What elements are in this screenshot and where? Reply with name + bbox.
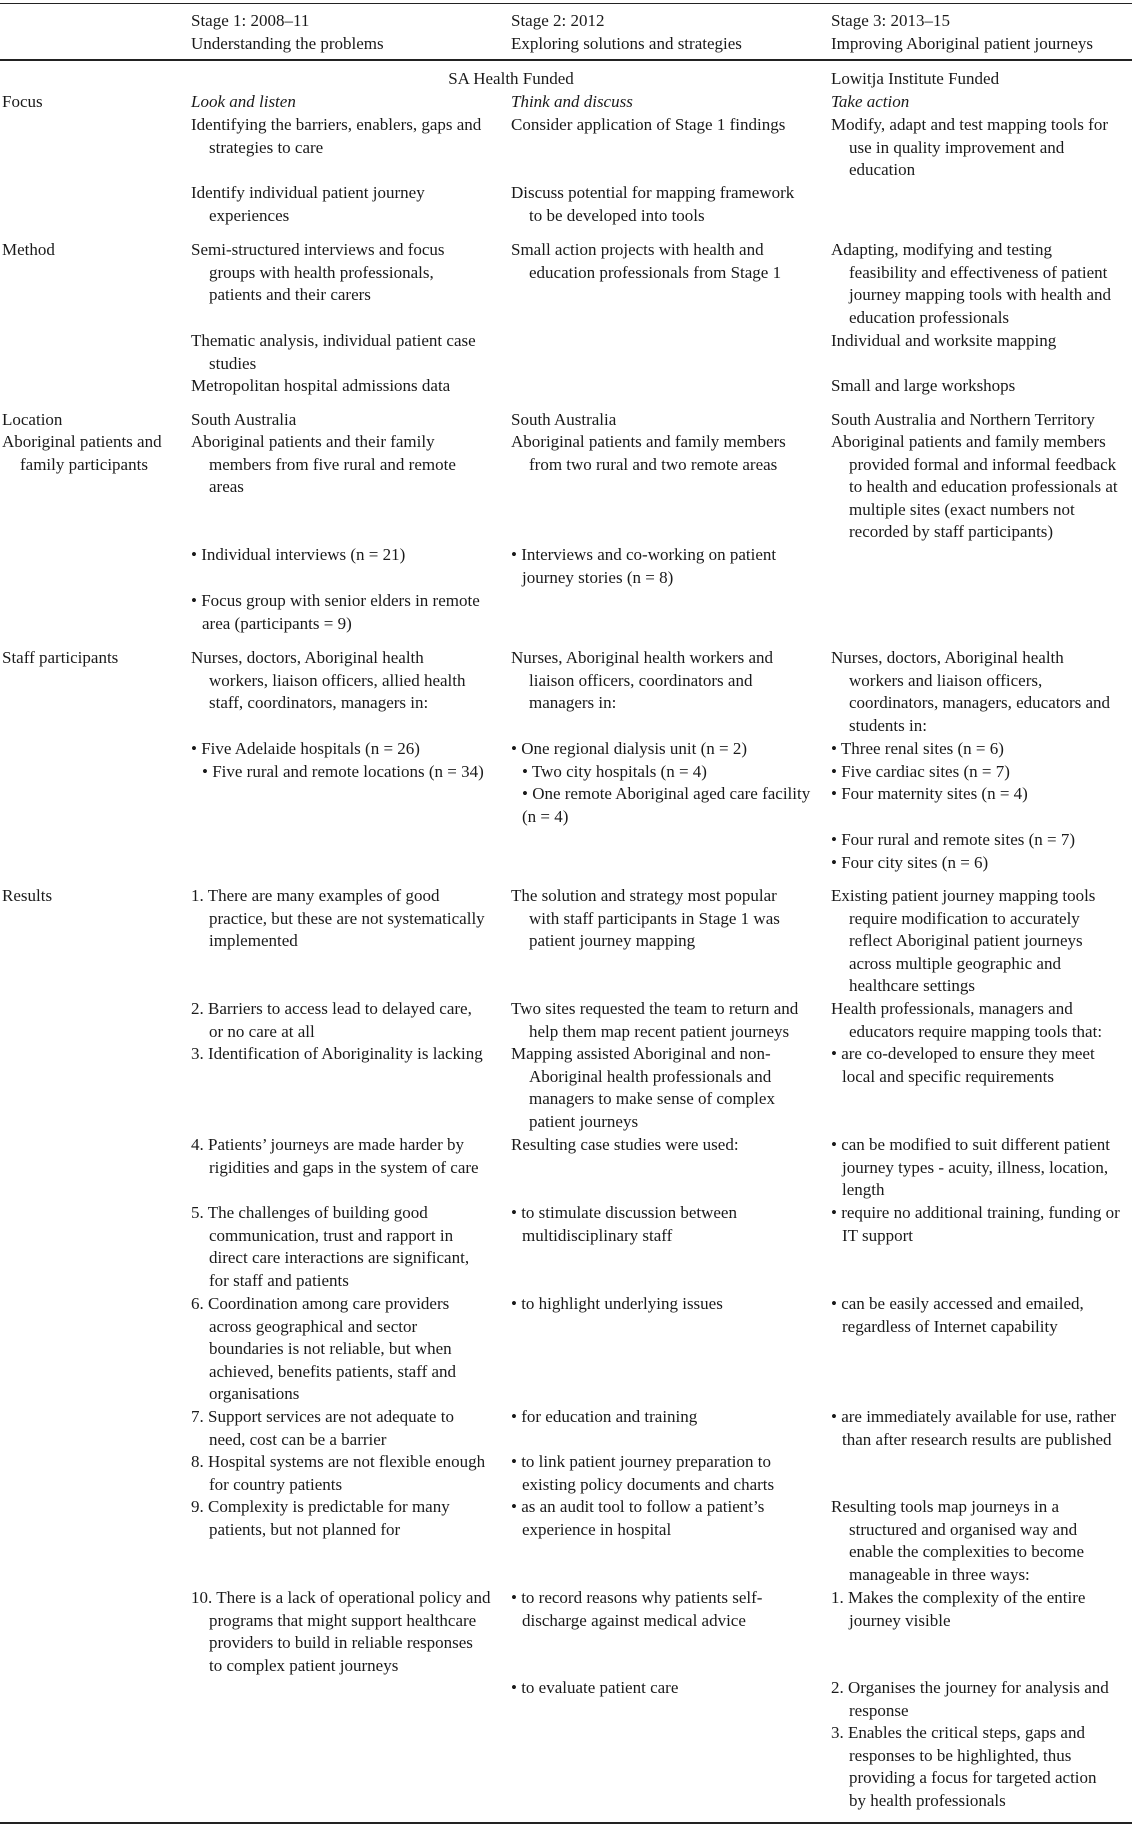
results-s3-p1-line-3: across multiple geographic and	[849, 953, 1061, 973]
row_labels-location-line-0: Location	[2, 410, 63, 429]
results-s1-r10-line-3: to complex patient journeys	[209, 1655, 399, 1675]
results-s1-r6-line-1: across geographical and sector	[209, 1316, 418, 1336]
results-s2-p3-line-1: Aboriginal health professionals and	[529, 1066, 772, 1086]
results-s3-p2-line-1: educators require mapping tools that:	[849, 1021, 1103, 1041]
results-s1-r2-line-1: or no care at all	[209, 1021, 315, 1041]
results-s3-n1-line-0: 1. Makes the complexity of the entire	[831, 1588, 1086, 1607]
staff-s2-b-line-1: • Two city hospitals (n = 4)	[522, 761, 707, 781]
results-s1-r6-line-0: 6. Coordination among care providers	[191, 1294, 450, 1313]
results-s3-b2-line-1: journey types - acuity, illness, location,	[842, 1157, 1109, 1177]
results-s1-r10-line-2: providers to build in reliable responses	[209, 1633, 473, 1653]
results-s3-b5-line-0: • are immediately available for use, rather	[831, 1407, 1116, 1426]
header-stage2-line-1: Exploring solutions and strategies	[511, 33, 742, 53]
staff-s3-b2-line-1: • Four city sites (n = 6)	[831, 852, 989, 872]
header-stage2-line-0: Stage 2: 2012	[511, 11, 605, 30]
results-s2-p3-line-0: Mapping assisted Aboriginal and non-	[511, 1044, 771, 1063]
results-s2-b6-line-1: discharge against medical advice	[522, 1610, 746, 1630]
focus-s1-p1-line-1: strategies to care	[209, 137, 324, 157]
focus-s2-p1-line-0: Consider application of Stage 1 findings	[511, 115, 786, 134]
funding-lowitja-line-0: Lowitja Institute Funded	[831, 69, 1000, 88]
results-s1-r8-line-1: for country patients	[209, 1474, 343, 1494]
results-s2-b7-line-0: • to evaluate patient care	[511, 1678, 679, 1697]
results-s3-p3-line-1: structured and organised way and	[849, 1519, 1078, 1539]
results-s2-b1-line-0: • to stimulate discussion between	[511, 1203, 737, 1222]
results-s3-n1-line-1: journey visible	[849, 1610, 951, 1630]
results-s3-n3-line-3: by health professionals	[849, 1790, 1006, 1810]
results-s3-b2-line-0: • can be modified to suit different patient	[831, 1135, 1110, 1154]
participants-s3-p1-line-4: recorded by staff participants)	[849, 522, 1054, 542]
results-s3-b5-line-1: than after research results are published	[842, 1429, 1112, 1449]
results-s2-p2-line-1: help them map recent patient journeys	[529, 1021, 790, 1041]
focus-s2-p2-line-1: to be developed into tools	[529, 205, 705, 225]
results-s1-r7-line-0: 7. Support services are not adequate to	[191, 1407, 454, 1426]
row_labels-method-line-0: Method	[2, 240, 55, 259]
staff-s3-p1-line-2: coordinators, managers, educators and	[849, 693, 1111, 713]
results-s3-b3-line-0: • require no additional training, funding or	[831, 1203, 1120, 1222]
results-s3-b1-line-1: local and specific requirements	[842, 1066, 1054, 1086]
participants-s2-b1-line-0: • Interviews and co-working on patient	[511, 545, 777, 564]
results-s3-p1-line-2: reflect Aboriginal patient journeys	[849, 931, 1083, 951]
staff-s3-p1-line-3: students in:	[849, 715, 927, 735]
results-s2-b4-line-1: existing policy documents and charts	[522, 1474, 775, 1494]
results-s1-r5-line-0: 5. The challenges of building good	[191, 1203, 428, 1222]
header-rule	[0, 59, 1132, 61]
staff-s1-p1-line-1: workers, liaison officers, allied health	[209, 670, 466, 690]
focus-s2-p2-line-0: Discuss potential for mapping framework	[511, 183, 795, 202]
results-s3-b1-line-0: • are co-developed to ensure they meet	[831, 1044, 1095, 1063]
method-s3-p3-line-0: Small and large workshops	[831, 376, 1016, 395]
results-s2-p1-line-2: patient journey mapping	[529, 931, 696, 951]
results-s3-b4-line-1: regardless of Internet capability	[842, 1316, 1058, 1336]
staff-s3-b-line-2: • Four maternity sites (n = 4)	[831, 784, 1028, 804]
results-s1-r1-line-2: implemented	[209, 931, 298, 951]
method-s3-p1-line-2: journey mapping tools with health and	[849, 285, 1112, 305]
results-s3-p1-line-4: healthcare settings	[849, 976, 976, 996]
results-s1-r5-line-3: for staff and patients	[209, 1270, 349, 1290]
staff-s2-b-line-2: • One remote Aboriginal aged care facility	[522, 784, 811, 804]
results-s1-r6-line-4: organisations	[209, 1384, 300, 1404]
location-s3-line-0: South Australia and Northern Territory	[831, 410, 1095, 429]
method-s2-p1-line-0: Small action projects with health and	[511, 240, 764, 259]
results-s3-p3-line-2: enable the complexities to become	[849, 1542, 1085, 1562]
results-s1-r9-line-0: 9. Complexity is predictable for many	[191, 1497, 450, 1516]
participants-s3-p1-line-2: to health and education professionals at	[849, 477, 1118, 497]
participants-s1-p1-line-2: areas	[209, 477, 244, 497]
results-s2-p3-line-3: patient journeys	[529, 1111, 639, 1131]
staff-s1-p1-line-0: Nurses, doctors, Aboriginal health	[191, 648, 424, 667]
results-s1-r9-line-1: patients, but not planned for	[209, 1519, 401, 1539]
results-s2-b1-line-1: multidisciplinary staff	[522, 1225, 673, 1245]
results-s2-p3-line-2: managers to make sense of complex	[529, 1089, 775, 1109]
focus-s2-heading-line-0: Think and discuss	[511, 92, 633, 111]
results-s3-p1-line-1: require modification to accurately	[849, 908, 1080, 928]
results-s2-b5-line-1: experience in hospital	[522, 1519, 672, 1539]
top-rule	[0, 3, 1132, 4]
row_labels-participants-line-1: family participants	[20, 454, 148, 474]
participants-s2-p1-line-1: from two rural and two remote areas	[529, 454, 778, 474]
results-s1-r4-line-1: rigidities and gaps in the system of care	[209, 1157, 479, 1177]
funding-sa-line-0: SA Health Funded	[448, 69, 574, 88]
results-s2-p2-line-0: Two sites requested the team to return and	[511, 999, 799, 1018]
results-s2-p1-line-0: The solution and strategy most popular	[511, 886, 777, 905]
method-s1-p3-line-0: Metropolitan hospital admissions data	[191, 376, 451, 395]
focus-s3-p1-line-2: education	[849, 160, 916, 180]
header-stage1-line-1: Understanding the problems	[191, 33, 384, 53]
results-s3-p3-line-0: Resulting tools map journeys in a	[831, 1497, 1060, 1516]
results-s2-b6-line-0: • to record reasons why patients self-	[511, 1588, 763, 1607]
results-s3-b3-line-1: IT support	[842, 1225, 913, 1245]
participants-s1-b1-line-0: • Individual interviews (n = 21)	[191, 545, 406, 564]
staff-s3-b-line-1: • Five cardiac sites (n = 7)	[831, 761, 1010, 781]
method-s2-p1-line-1: education professionals from Stage 1	[529, 262, 782, 282]
method-s3-p1-line-0: Adapting, modifying and testing	[831, 240, 1052, 259]
participants-s1-p1-line-0: Aboriginal patients and their family	[191, 432, 435, 451]
participants-s1-b2-line-0: • Focus group with senior elders in remote	[191, 591, 480, 610]
results-s3-p3-line-3: manageable in three ways:	[849, 1564, 1030, 1584]
location-s1-line-0: South Australia	[191, 410, 297, 429]
results-s3-n3-line-1: responses to be highlighted, thus	[849, 1745, 1072, 1765]
results-s1-r6-line-2: boundaries is not reliable, but when	[209, 1339, 452, 1359]
results-s2-b5-line-0: • as an audit tool to follow a patient’s	[511, 1497, 765, 1516]
results-s1-r6-line-3: achieved, benefits patients, staff and	[209, 1361, 457, 1381]
focus-s3-p1-line-0: Modify, adapt and test mapping tools for	[831, 115, 1108, 134]
results-s3-b2-line-2: length	[842, 1180, 885, 1200]
results-s2-b4-line-0: • to link patient journey preparation to	[511, 1452, 771, 1471]
header-stage1-line-0: Stage 1: 2008–11	[191, 11, 310, 30]
staff-s2-p1-line-0: Nurses, Aboriginal health workers and	[511, 648, 774, 667]
staff-s3-b2-line-0: • Four rural and remote sites (n = 7)	[831, 830, 1076, 849]
row_labels-staff-line-0: Staff participants	[2, 648, 119, 667]
staff-s2-p1-line-2: managers in:	[529, 693, 617, 713]
staff-s1-b-line-0: • Five Adelaide hospitals (n = 26)	[191, 739, 420, 758]
results-s1-r1-line-0: 1. There are many examples of good	[191, 886, 440, 905]
staff-s2-b-line-3: (n = 4)	[522, 806, 569, 826]
staff-s1-p1-line-2: staff, coordinators, managers in:	[209, 693, 429, 713]
participants-s2-b1-line-1: journey stories (n = 8)	[522, 567, 674, 587]
participants-s3-p1-line-3: multiple sites (exact numbers not	[849, 499, 1075, 519]
results-s3-n2-line-1: response	[849, 1700, 909, 1720]
results-s1-r10-line-0: 10. There is a lack of operational policy and	[191, 1588, 491, 1607]
results-s1-r7-line-1: need, cost can be a barrier	[209, 1429, 387, 1449]
participants-s1-p1-line-1: members from five rural and remote	[209, 454, 456, 474]
participants-s3-p1-line-1: provided formal and informal feedback	[849, 454, 1117, 474]
staff-s2-p1-line-1: liaison officers, coordinators and	[529, 670, 753, 690]
results-s3-p2-line-0: Health professionals, managers and	[831, 999, 1073, 1018]
results-s3-n3-line-2: providing a focus for targeted action	[849, 1768, 1097, 1788]
results-s3-n2-line-0: 2. Organises the journey for analysis and	[831, 1678, 1109, 1697]
header-stage3-line-0: Stage 3: 2013–15	[831, 11, 950, 30]
results-s3-n3-line-0: 3. Enables the critical steps, gaps and	[831, 1723, 1085, 1742]
focus-s1-p2-line-0: Identify individual patient journey	[191, 183, 425, 202]
results-s3-b4-line-0: • can be easily accessed and emailed,	[831, 1294, 1084, 1313]
focus-s3-p1-line-1: use in quality improvement and	[849, 137, 1065, 157]
method-s3-p1-line-3: education professionals	[849, 307, 1010, 327]
results-s2-p1-line-1: with staff participants in Stage 1 was	[529, 908, 780, 928]
method-s3-p2-line-0: Individual and worksite mapping	[831, 331, 1057, 350]
method-s1-p2-line-0: Thematic analysis, individual patient case	[191, 331, 476, 350]
results-s2-b2-line-0: • to highlight underlying issues	[511, 1294, 723, 1313]
method-s1-p1-line-0: Semi-structured interviews and focus	[191, 240, 445, 259]
location-s2-line-0: South Australia	[511, 410, 617, 429]
results-s1-r2-line-0: 2. Barriers to access lead to delayed care,	[191, 999, 472, 1018]
method-s1-p1-line-2: patients and their carers	[209, 285, 371, 305]
results-s1-r5-line-2: direct care interactions are significant,	[209, 1248, 470, 1268]
staff-s3-b-line-0: • Three renal sites (n = 6)	[831, 739, 1004, 758]
focus-s1-heading-line-0: Look and listen	[191, 92, 296, 111]
results-s1-r1-line-1: practice, but these are not systematically	[209, 908, 485, 928]
focus-s1-p1-line-0: Identifying the barriers, enablers, gaps and	[191, 115, 482, 134]
row_labels-focus-line-0: Focus	[2, 92, 43, 111]
staff-s3-p1-line-1: workers and liaison officers,	[849, 670, 1043, 690]
staff-s1-b-line-1: • Five rural and remote locations (n = 34)	[202, 761, 484, 781]
results-s2-p4-line-0: Resulting case studies were used:	[511, 1135, 739, 1154]
results-s1-r10-line-1: programs that might support healthcare	[209, 1610, 477, 1630]
method-s1-p1-line-1: groups with health professionals,	[209, 262, 434, 282]
bottom-rule	[0, 1822, 1132, 1824]
focus-s3-heading-line-0: Take action	[831, 92, 910, 111]
participants-s1-b2-line-1: area (participants = 9)	[202, 613, 352, 633]
row_labels-participants-line-0: Aboriginal patients and	[2, 432, 162, 451]
method-s1-p2-line-1: studies	[209, 353, 257, 373]
header-stage3-line-1: Improving Aboriginal patient journeys	[831, 33, 1094, 53]
results-s1-r5-line-1: communication, trust and rapport in	[209, 1225, 454, 1245]
staff-s2-b-line-0: • One regional dialysis unit (n = 2)	[511, 739, 748, 758]
focus-s1-p2-line-1: experiences	[209, 205, 290, 225]
results-s2-b3-line-0: • for education and training	[511, 1407, 698, 1426]
staff-s3-p1-line-0: Nurses, doctors, Aboriginal health	[831, 648, 1064, 667]
participants-s2-p1-line-0: Aboriginal patients and family members	[511, 432, 786, 451]
results-s1-r8-line-0: 8. Hospital systems are not flexible enough	[191, 1452, 486, 1471]
results-s1-r3-line-0: 3. Identification of Aboriginality is lacking	[191, 1044, 483, 1063]
results-s3-p1-line-0: Existing patient journey mapping tools	[831, 886, 1096, 905]
participants-s3-p1-line-0: Aboriginal patients and family members	[831, 432, 1106, 451]
results-s1-r4-line-0: 4. Patients’ journeys are made harder by	[191, 1135, 465, 1154]
method-s3-p1-line-1: feasibility and effectiveness of patient	[849, 262, 1108, 282]
row_labels-results-line-0: Results	[2, 886, 53, 905]
